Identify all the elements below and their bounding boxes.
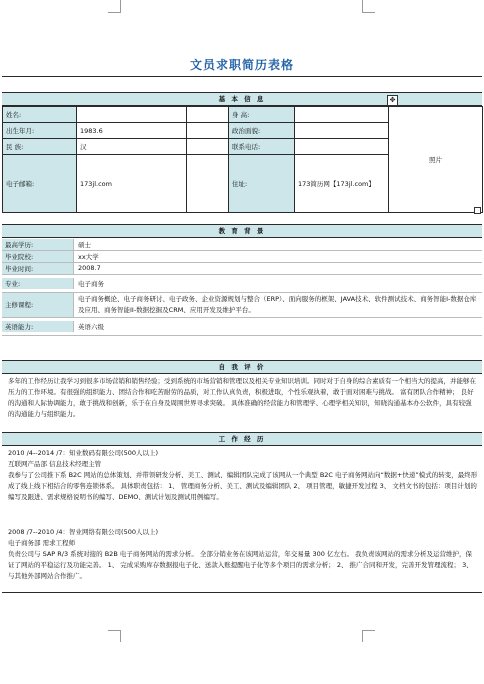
job-title: 电子商务部 需求工程师 bbox=[8, 539, 76, 547]
list-item bbox=[2, 239, 482, 251]
crop-mark bbox=[362, 630, 363, 642]
table-move-handle-icon[interactable]: ✥ bbox=[387, 95, 398, 106]
edu-value: 英语六级 bbox=[78, 323, 104, 331]
edu-value: 电子商务 bbox=[78, 280, 104, 288]
address-value[interactable]: 173简历网【173jl.com】 bbox=[295, 155, 389, 213]
basic-info-table bbox=[2, 106, 483, 213]
edu-value: 电子商务概论、电子商务研讨、电子政务、企业资源规划与整合（ERP）、面向服务的框架、JAVA技术、软件测试技术、商务智能I-数据仓库及应用、商务智能II-数据挖掘及CRM、应用开发及维护平台。 bbox=[78, 295, 477, 314]
experience-header: 工 作 经 历 bbox=[2, 432, 482, 446]
job-title: 互联网产品部 信息技术经理主管 bbox=[8, 460, 102, 468]
height-label: 身 高: bbox=[229, 107, 295, 123]
blank-cell bbox=[187, 107, 229, 123]
basic-info-header: 基 本 信 息 bbox=[2, 92, 482, 106]
politics-value[interactable] bbox=[295, 123, 389, 139]
document-title: 文员求职简历表格 bbox=[189, 58, 294, 72]
self-eval-header: 自 我 评 价 bbox=[2, 360, 482, 374]
edu-label: 专业: bbox=[2, 278, 74, 289]
edu-value: 2008.7 bbox=[78, 264, 101, 272]
job-period: 2010 /4--2014 /7：知业数码有限公司(500人以上) bbox=[8, 449, 159, 457]
table-resize-handle[interactable] bbox=[474, 207, 481, 214]
list-item bbox=[2, 318, 482, 336]
crop-mark bbox=[108, 630, 121, 631]
blank-cell bbox=[187, 155, 229, 213]
politics-label: 政治面貌: bbox=[229, 123, 295, 139]
edu-value: xx大学 bbox=[78, 253, 99, 261]
bottom-rule bbox=[2, 592, 482, 593]
list-item bbox=[2, 293, 482, 318]
blank-cell bbox=[187, 139, 229, 155]
edu-label: 主修课程: bbox=[2, 293, 74, 317]
job-description: 负责公司与 SAP R/3 系统对接的 B2B 电子商务网站的需求分析。 全部分销业务在该网站运营，年交易量 300 亿左右。 我负责该网站的需求分析及运营维护，保证了网站的平稳运行及功能完善。 1、 完成采购库存数据报电子化、送款入账提醒电子化等多个项目的需求分析； 2、 推广合同和开发，完善开发管理流程； 3、 与其他外部网站合作推广。 bbox=[8, 550, 473, 580]
phone-value[interactable] bbox=[295, 139, 389, 155]
email-value[interactable]: 173jl.com bbox=[77, 155, 187, 213]
email-label: 电子邮箱: bbox=[3, 155, 77, 213]
birth-value[interactable]: 1983.6 bbox=[77, 123, 187, 139]
list-item bbox=[2, 263, 482, 275]
crop-mark bbox=[362, 630, 375, 631]
crop-mark bbox=[120, 0, 121, 12]
education-list bbox=[2, 239, 482, 336]
list-item bbox=[2, 275, 482, 293]
phone-label: 联系电话: bbox=[229, 139, 295, 155]
address-label: 住址: bbox=[229, 155, 295, 213]
title-rule bbox=[2, 76, 482, 77]
ethnic-label: 民 族: bbox=[3, 139, 77, 155]
crop-mark bbox=[120, 630, 121, 642]
job-1 bbox=[8, 448, 478, 503]
birth-label: 出生年月: bbox=[3, 123, 77, 139]
name-label: 姓名: bbox=[3, 107, 77, 123]
list-item bbox=[2, 251, 482, 263]
self-eval-text: 多年的工作经历让我学习到很多市场营销和销售经验；受到系统的市场营销和管理以及相关专业知识培训。同时对于自身的综合素质有一个相当大的提高，并能够在压力的工作环境。有很强的组织能力、团结合作和吃苦耐劳的品质，对工作认真负责，积极进取，个性乐观执着，敢于面对困难与挑战。 富有团队合作精神； 良好的沟通和人际协调能力，敢于挑战和创新，乐于在自身及周围世界寻求突破。 具体准确的经营能力和管理学、心理学相关知识，知晓沟通基本办公软件，具有较强的沟通能力与组织能力。 bbox=[8, 377, 476, 418]
job-description: 我参与了公司推下系 B2C 网站的总体策划、并带领研发分析、美工、测试、编辑团队完成了该网从一个典型 B2C 电子商务网站向“数据+快递”模式的转变，最终形成了线上线下相结合的零售连锁体系。 具体职责包括： 1、 管理商务分析、美工、测试及编辑团队 2、 项目管理，敏捷开发过程 3、 文档文书的包括：项目计划的编写及跟进、需求规格说明书的编写、DEMO、测试计划及测试用例编写。 bbox=[8, 471, 478, 501]
crop-mark bbox=[362, 0, 363, 12]
crop-mark bbox=[362, 12, 375, 13]
height-value[interactable] bbox=[295, 107, 389, 123]
crop-mark bbox=[108, 12, 121, 13]
education-header: 教 育 背 景 bbox=[2, 224, 482, 238]
photo-box[interactable] bbox=[389, 107, 483, 213]
job-2 bbox=[8, 527, 478, 582]
edu-label: 毕业时间: bbox=[2, 263, 74, 274]
name-value[interactable] bbox=[77, 107, 187, 123]
edu-label: 最高学历: bbox=[2, 239, 74, 250]
job-period: 2008 /7--2010 /4：智业网络有限公司(500人以上) bbox=[8, 528, 159, 536]
edu-label: 毕业院校: bbox=[2, 251, 74, 262]
edu-label: 英语能力: bbox=[2, 321, 74, 332]
ethnic-value[interactable]: 汉 bbox=[77, 139, 187, 155]
edu-value: 硕士 bbox=[78, 241, 91, 249]
photo-label: 照片 bbox=[429, 156, 442, 164]
blank-cell bbox=[187, 123, 229, 139]
